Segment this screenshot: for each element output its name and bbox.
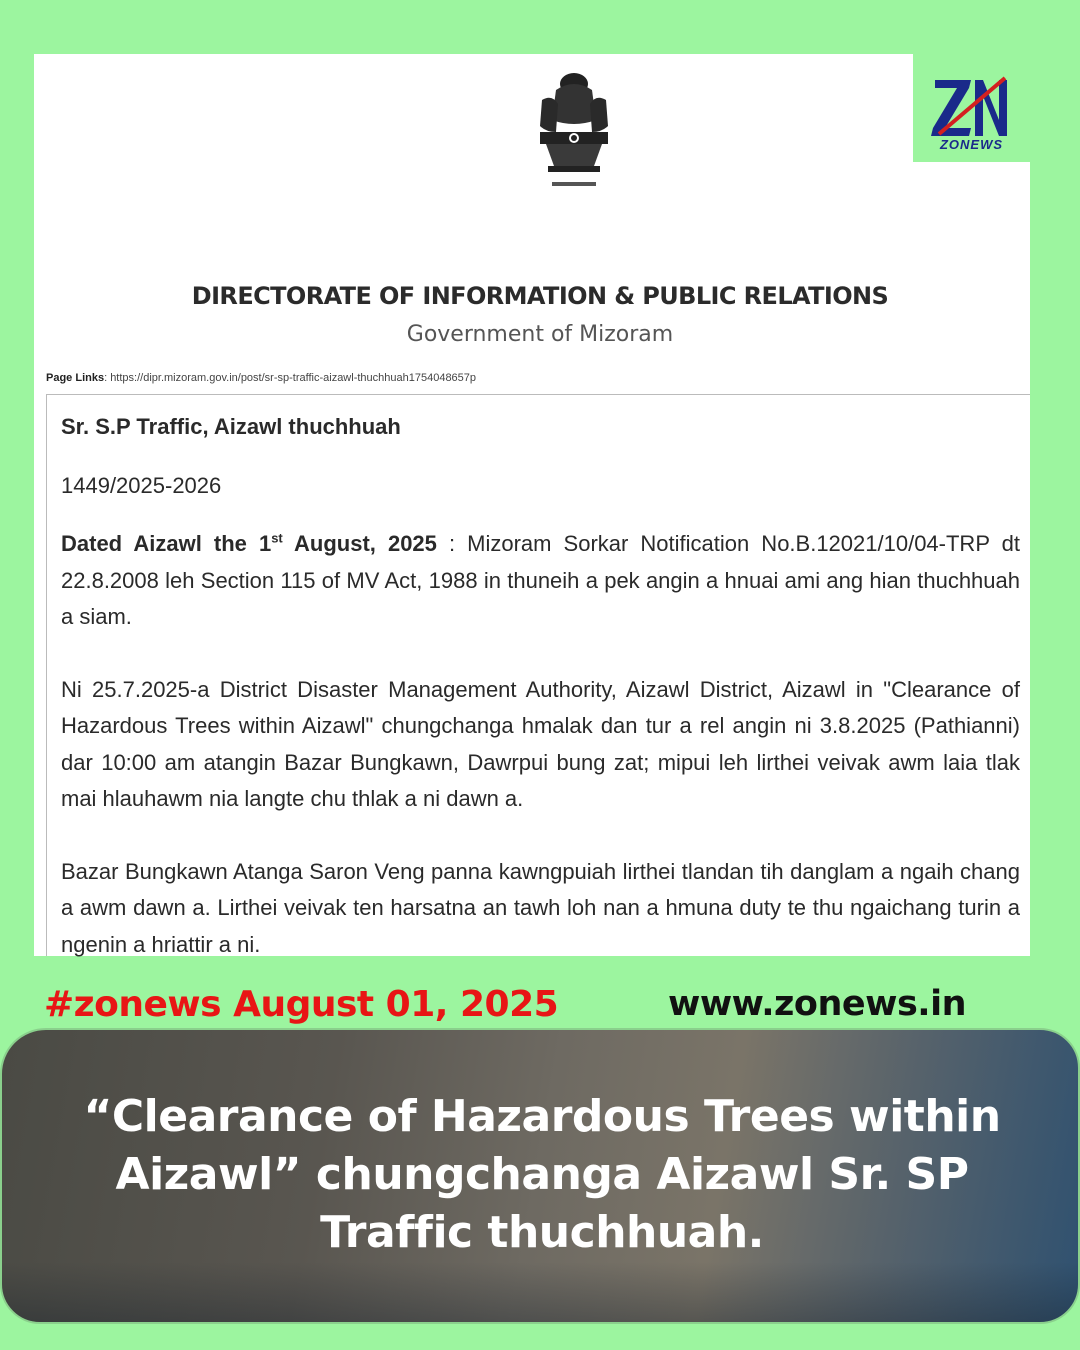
document-body (46, 394, 1030, 956)
paragraph-1-text: : Mizoram Sorkar Notification No.B.12021/10/04-TRP dt 22.8.2008 leh Section 115 of MV Act, 1988 in thuneih a pek angin a hnuai ami ang hian thuchhuah a siam. (61, 531, 1021, 629)
zonews-logo (913, 54, 1030, 162)
headline-text: “Clearance of Hazardous Trees within Aizawl” chungchanga Aizawl Sr. SP Traffic thuchhuah. (83, 1091, 1001, 1258)
dated-superscript: st (271, 530, 283, 546)
paragraph-3: Bazar Bungkawn Atanga Saron Veng panna kawngpuiah lirthei tlandan tih danglam a ngaih chang a awm dawn a. Lirthei veivak ten harsatna an tawh loh nan a hmuna duty te thu ngaichang turin a ngenin a hriattir a ni. (61, 858, 1020, 957)
zonews-logo-icon (931, 76, 1013, 136)
paragraph-1 (61, 526, 1020, 636)
dated-line (61, 531, 437, 556)
national-emblem-icon (532, 70, 616, 194)
dated-prefix: Dated Aizawl the 1 (61, 531, 272, 556)
reference-number: 1449/2025-2026 (61, 472, 222, 498)
document-heading: Sr. S.P Traffic, Aizawl thuchhuah (61, 414, 401, 439)
document-title: DIRECTORATE OF INFORMATION & PUBLIC RELATIONS (191, 282, 889, 310)
document-subtitle: Government of Mizoram (406, 322, 674, 347)
dated-suffix: August, 2025 (282, 531, 437, 556)
paragraph-2: Ni 25.7.2025-a District Disaster Management Authority, Aizawl District, Aizawl in "Clearance of Hazardous Trees within Aizawl" chungchanga hmalak dan tur a rel angin ni 3.8.2025 (Pathianni) dar 10:00 am atangin Bazar Bungkawn, Dawrpui bung zat; mipui leh lirthei veivak awm laia tlak mai hlauhawm nia langte chu thlak a ni dawn a. (61, 676, 1020, 811)
headline-banner (0, 1028, 1080, 1324)
press-release-document (34, 54, 1030, 956)
page-links (46, 372, 476, 384)
page-links-url[interactable]: : https://dipr.mizoram.gov.in/post/sr-sp-traffic-aizawl-thuchhuah1754048657p (104, 372, 477, 384)
website-url[interactable]: www.zonews.in (668, 984, 967, 1024)
page-links-label: Page Links (46, 372, 105, 384)
hashtag-date: #zonews August 01, 2025 (44, 984, 559, 1025)
logo-text: ZONEWS (939, 137, 1004, 152)
